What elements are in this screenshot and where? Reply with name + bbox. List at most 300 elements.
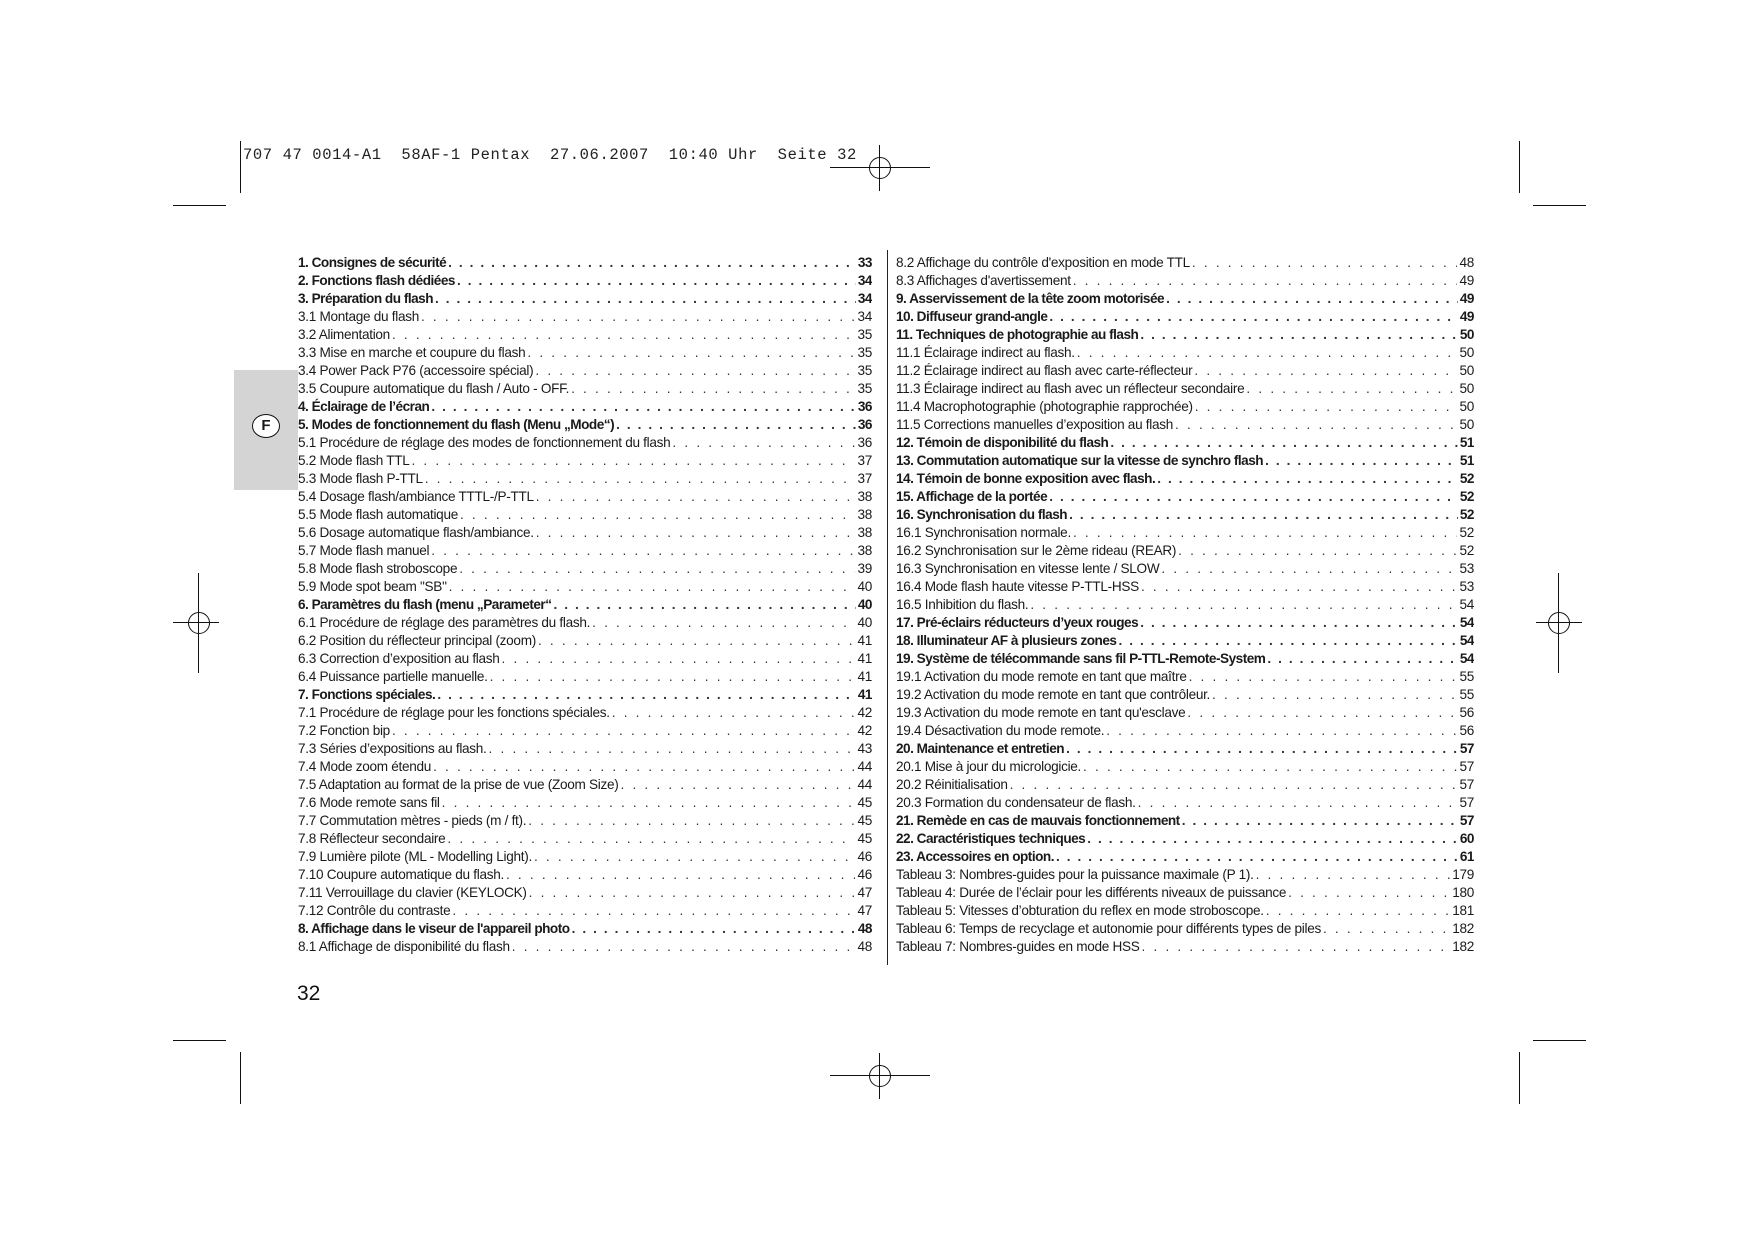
toc-entry-title: 7.5 Adaptation au format de la prise de vue (Zoom Size): [298, 777, 619, 792]
toc-entry: [298, 794, 872, 812]
toc-entry-page: 38: [857, 507, 872, 522]
toc-entry-title: 17. Pré-éclairs réducteurs d’yeux rouges: [896, 615, 1139, 630]
toc-entry-page: 50: [1459, 327, 1474, 342]
toc-entry-page: 54: [1459, 633, 1474, 648]
dot-leader: [554, 596, 856, 614]
toc-entry: [896, 380, 1474, 398]
toc-entry: [298, 416, 872, 434]
toc-entry-title: 8. Affichage dans le viseur de l'appareil photo: [298, 921, 570, 936]
toc-entry-page: 57: [1459, 813, 1474, 828]
toc-entry-title: 23. Accessoires en option.: [896, 849, 1054, 864]
toc-entry-title: 16.2 Synchronisation sur le 2ème rideau (REAR): [896, 543, 1177, 558]
toc-entry-page: 50: [1459, 381, 1474, 396]
toc-entry-page: 57: [1459, 741, 1474, 756]
toc-entry: [896, 830, 1474, 848]
toc-entry-title: 5.9 Mode spot beam "SB": [298, 579, 447, 594]
toc-entry-title: 6.3 Correction d’exposition au flash: [298, 651, 500, 666]
toc-entry: [298, 758, 872, 776]
dot-leader: [1106, 722, 1457, 740]
toc-entry: [298, 380, 872, 398]
toc-entry-page: 45: [857, 831, 872, 846]
dot-leader: [421, 308, 856, 326]
toc-entry-page: 50: [1459, 417, 1474, 432]
toc-entry-page: 46: [857, 867, 872, 882]
dot-leader: [1192, 254, 1458, 272]
dot-leader: [459, 560, 855, 578]
toc-entry-page: 44: [857, 777, 872, 792]
toc-entry-title: 19.1 Activation du mode remote en tant que maître: [896, 669, 1187, 684]
dot-leader: [1267, 650, 1458, 668]
toc-entry-title: 10. Diffuseur grand-angle: [896, 309, 1048, 324]
toc-entry-page: 52: [1459, 489, 1474, 504]
toc-entry-page: 38: [857, 543, 872, 558]
dot-leader: [449, 578, 856, 596]
dot-leader: [1056, 848, 1458, 866]
toc-entry: [896, 902, 1474, 920]
toc-entry: [896, 704, 1474, 722]
toc-entry-page: 35: [857, 327, 872, 342]
crop-mark: [173, 205, 226, 206]
dot-leader: [529, 884, 856, 902]
toc-entry-title: 12. Témoin de disponibilité du flash: [896, 435, 1109, 450]
toc-entry-title: 8.1 Affichage de disponibilité du flash: [298, 939, 510, 954]
dot-leader: [1175, 416, 1457, 434]
toc-entry-title: 7. Fonctions spéciales.: [298, 687, 436, 702]
toc-entry-title: 7.12 Contrôle du contraste: [298, 903, 451, 918]
toc-entry-page: 52: [1459, 543, 1474, 558]
toc-entry: [896, 848, 1474, 866]
crop-mark: [1533, 1040, 1586, 1041]
toc-entry: [298, 488, 872, 506]
toc-entry: [298, 938, 872, 956]
crop-mark: [1533, 205, 1586, 206]
toc-entry-page: 57: [1459, 777, 1474, 792]
toc-entry: [298, 902, 872, 920]
toc-entry-title: 11.3 Éclairage indirect au flash avec un réflecteur secondaire: [896, 381, 1245, 396]
toc-entry-page: 182: [1452, 939, 1474, 954]
toc-entry-title: 7.11 Verrouillage du clavier (KEYLOCK): [298, 885, 527, 900]
toc-entry-title: 3.4 Power Pack P76 (accessoire spécial): [298, 363, 534, 378]
toc-entry: [896, 794, 1474, 812]
dot-leader: [616, 416, 856, 434]
toc-entry: [298, 254, 872, 272]
toc-entry-title: 4. Éclairage de l’écran: [298, 399, 430, 414]
dot-leader: [392, 722, 856, 740]
toc-entry-page: 40: [857, 615, 872, 630]
toc-entry: [298, 866, 872, 884]
toc-entry-title: 20.2 Réinitialisation: [896, 777, 1008, 792]
toc-entry: [896, 740, 1474, 758]
dot-leader: [571, 380, 855, 398]
dot-leader: [448, 254, 856, 272]
toc-entry-page: 35: [857, 345, 872, 360]
toc-entry-title: 5.2 Mode flash TTL: [298, 453, 410, 468]
toc-entry: [896, 254, 1474, 272]
toc-entry-page: 55: [1459, 669, 1474, 684]
toc-entry: [896, 344, 1474, 362]
toc-entry: [896, 776, 1474, 794]
toc-entry: [896, 722, 1474, 740]
toc-entry-page: 35: [857, 363, 872, 378]
toc-entry-title: 11.2 Éclairage indirect au flash avec carte-réflecteur: [896, 363, 1193, 378]
dot-leader: [572, 920, 856, 938]
toc-entry: [298, 884, 872, 902]
toc-entry: [298, 740, 872, 758]
dot-leader: [431, 542, 855, 560]
dot-leader: [1246, 380, 1457, 398]
toc-entry-page: 52: [1459, 507, 1474, 522]
toc-entry-page: 52: [1459, 471, 1474, 486]
toc-entry-page: 45: [857, 795, 872, 810]
toc-entry: [298, 920, 872, 938]
toc-entry-page: 42: [857, 705, 872, 720]
toc-entry-title: 18. Illuminateur AF à plusieurs zones: [896, 633, 1117, 648]
toc-entry: [896, 488, 1474, 506]
toc-entry-title: 19.2 Activation du mode remote en tant que contrôleur.: [896, 687, 1211, 702]
toc-entry: [896, 470, 1474, 488]
dot-leader: [1138, 794, 1458, 812]
dot-leader: [512, 938, 856, 956]
toc-entry: [896, 542, 1474, 560]
dot-leader: [1194, 362, 1457, 380]
toc-entry-page: 44: [857, 759, 872, 774]
dot-leader: [672, 434, 855, 452]
toc-entry-title: 16.4 Mode flash haute vitesse P-TTL-HSS: [896, 579, 1139, 594]
toc-entry: [896, 596, 1474, 614]
toc-entry-page: 48: [857, 921, 872, 936]
toc-entry: [298, 506, 872, 524]
toc-entry-page: 39: [857, 561, 872, 576]
toc-entry: [896, 686, 1474, 704]
dot-leader: [1049, 488, 1458, 506]
dot-leader: [1077, 344, 1458, 362]
toc-entry-page: 41: [857, 669, 872, 684]
toc-entry: [896, 866, 1474, 884]
toc-entry-page: 48: [857, 939, 872, 954]
toc-entry-title: 11.4 Macrophotographie (photographie rapprochée): [896, 399, 1193, 414]
toc-entry-title: 19.4 Désactivation du mode remote.: [896, 723, 1105, 738]
toc-entry: [298, 524, 872, 542]
toc-entry-title: 7.3 Séries d’expositions au flash.: [298, 741, 487, 756]
toc-entry-title: 7.1 Procédure de réglage pour les fonctions spéciales.: [298, 705, 610, 720]
toc-entry: [896, 650, 1474, 668]
toc-entry-page: 61: [1459, 849, 1474, 864]
toc-entry: [896, 398, 1474, 416]
dot-leader: [1140, 326, 1458, 344]
toc-entry-title: 8.3 Affichages d'avertissement: [896, 273, 1071, 288]
toc-entry: [298, 308, 872, 326]
toc-entry: [298, 596, 872, 614]
toc-entry-title: Tableau 4: Durée de l’éclair pour les différents niveaux de puissance: [896, 885, 1287, 900]
toc-entry-page: 34: [857, 273, 872, 288]
toc-entry-page: 49: [1459, 273, 1474, 288]
dot-leader: [437, 686, 856, 704]
toc-entry-page: 36: [857, 435, 872, 450]
toc-entry: [896, 560, 1474, 578]
page-number: 32: [297, 982, 321, 1005]
crop-mark: [240, 141, 241, 193]
crop-mark: [240, 1052, 241, 1104]
toc-entry-title: 6.4 Puissance partielle manuelle.: [298, 669, 488, 684]
dot-leader: [411, 452, 855, 470]
dot-leader: [1187, 704, 1457, 722]
dot-leader: [431, 398, 856, 416]
dot-leader: [1323, 920, 1450, 938]
toc-entry-title: 14. Témoin de bonne exposition avec flash.: [896, 471, 1156, 486]
toc-entry-page: 40: [857, 579, 872, 594]
toc-entry: [298, 704, 872, 722]
toc-entry: [896, 812, 1474, 830]
toc-entry-page: 36: [857, 399, 872, 414]
toc-entry: [298, 434, 872, 452]
dot-leader: [592, 614, 855, 632]
toc-entry: [896, 272, 1474, 290]
dot-leader: [1083, 758, 1457, 776]
toc-entry-page: 33: [857, 255, 872, 270]
dot-leader: [1178, 542, 1457, 560]
toc-entry-title: 5.1 Procédure de réglage des modes de fonctionnement du flash: [298, 435, 671, 450]
dot-leader: [1288, 884, 1450, 902]
toc-entry: [896, 326, 1474, 344]
toc-entry-page: 48: [1459, 255, 1474, 270]
print-slug-line: 707 47 0014-A1 58AF-1 Pentax 27.06.2007 10:40 Uhr Seite 32: [243, 146, 857, 164]
toc-entry-page: 40: [857, 597, 872, 612]
toc-entry-title: 7.6 Mode remote sans fil: [298, 795, 440, 810]
toc-entry-page: 52: [1459, 525, 1474, 540]
toc-entry-page: 53: [1459, 579, 1474, 594]
dot-leader: [489, 740, 856, 758]
toc-entry: [896, 938, 1474, 956]
dot-leader: [1066, 740, 1458, 758]
toc-entry: [896, 290, 1474, 308]
toc-entry: [896, 524, 1474, 542]
toc-entry-page: 57: [1459, 759, 1474, 774]
toc-entry-title: 16. Synchronisation du flash: [896, 507, 1068, 522]
toc-entry: [298, 272, 872, 290]
toc-entry: [896, 416, 1474, 434]
dot-leader: [1141, 578, 1458, 596]
dot-leader: [1118, 632, 1457, 650]
toc-entry-page: 54: [1459, 615, 1474, 630]
toc-entry-page: 180: [1452, 885, 1474, 900]
toc-entry-title: 22. Caractéristiques techniques: [896, 831, 1086, 846]
toc-entry: [298, 812, 872, 830]
toc-entry-title: 21. Remède en cas de mauvais fonctionnement: [896, 813, 1180, 828]
toc-entry: [896, 668, 1474, 686]
toc-entry-title: Tableau 7: Nombres-guides en mode HSS: [896, 939, 1140, 954]
toc-entry-title: 16.3 Synchronisation en vitesse lente / SLOW: [896, 561, 1160, 576]
toc-entry: [896, 614, 1474, 632]
toc-entry-page: 36: [857, 417, 872, 432]
toc-entry: [896, 452, 1474, 470]
dot-leader: [1265, 452, 1458, 470]
toc-entry-title: 2. Fonctions flash dédiées: [298, 273, 455, 288]
toc-entry-title: 3.3 Mise en marche et coupure du flash: [298, 345, 526, 360]
toc-entry-title: 3.5 Coupure automatique du flash / Auto - OFF.: [298, 381, 570, 396]
toc-entry-title: 7.8 Réflecteur secondaire: [298, 831, 446, 846]
dot-leader: [612, 704, 856, 722]
toc-right-column: [896, 254, 1474, 956]
dot-leader: [1030, 596, 1457, 614]
toc-entry: [298, 830, 872, 848]
toc-entry: [896, 308, 1474, 326]
toc-entry-title: 5.6 Dosage automatique flash/ambiance.: [298, 525, 534, 540]
dot-leader: [1010, 776, 1458, 794]
toc-entry: [896, 362, 1474, 380]
toc-entry-page: 49: [1459, 291, 1474, 306]
dot-leader: [1166, 290, 1458, 308]
toc-entry-page: 41: [857, 633, 872, 648]
toc-entry-title: 15. Affichage de la portée: [896, 489, 1048, 504]
toc-entry-page: 41: [857, 687, 872, 702]
toc-entry-page: 56: [1459, 705, 1474, 720]
toc-entry-page: 181: [1452, 903, 1474, 918]
toc-entry-page: 43: [857, 741, 872, 756]
toc-entry-title: 7.2 Fonction bip: [298, 723, 390, 738]
toc-entry-title: 16.1 Synchronisation normale.: [896, 525, 1071, 540]
dot-leader: [433, 758, 855, 776]
dot-leader: [1110, 434, 1458, 452]
toc-entry-title: 7.9 Lumière pilote (ML - Modelling Light).: [298, 849, 532, 864]
toc-entry-title: 20.1 Mise à jour du micrologicie.: [896, 759, 1082, 774]
crop-mark: [173, 1040, 226, 1041]
dot-leader: [442, 794, 856, 812]
toc-entry-title: 3.1 Montage du flash: [298, 309, 419, 324]
dot-leader: [534, 848, 856, 866]
toc-entry-title: 6.2 Position du réflecteur principal (zoom): [298, 633, 536, 648]
toc-entry: [298, 560, 872, 578]
dot-leader: [1195, 398, 1458, 416]
toc-entry: [298, 452, 872, 470]
dot-leader: [536, 488, 856, 506]
toc-entry-title: 5.7 Mode flash manuel: [298, 543, 430, 558]
dot-leader: [528, 812, 855, 830]
toc-entry-title: 3. Préparation du flash: [298, 291, 434, 306]
toc-entry-title: 11.5 Corrections manuelles d’exposition au flash: [896, 417, 1174, 432]
toc-entry-title: 7.10 Coupure automatique du flash.: [298, 867, 504, 882]
toc-entry-title: 8.2 Affichage du contrôle d'exposition en mode TTL: [896, 255, 1190, 270]
toc-entry-page: 47: [857, 885, 872, 900]
dot-leader: [1266, 902, 1450, 920]
dot-leader: [1073, 272, 1458, 290]
toc-entry: [298, 776, 872, 794]
dot-leader: [536, 524, 856, 542]
dot-leader: [425, 470, 856, 488]
toc-entry: [896, 506, 1474, 524]
dot-leader: [1142, 938, 1451, 956]
language-badge: F: [252, 414, 280, 438]
dot-leader: [460, 506, 856, 524]
toc-entry-page: 49: [1459, 309, 1474, 324]
crop-mark: [1519, 141, 1520, 193]
toc-entry-title: 5. Modes de fonctionnement du flash (Menu „Mode“): [298, 417, 615, 432]
toc-left-column: [298, 254, 872, 956]
toc-entry-title: 3.2 Alimentation: [298, 327, 390, 342]
crop-mark: [1519, 1052, 1520, 1104]
dot-leader: [392, 326, 856, 344]
dot-leader: [1161, 560, 1457, 578]
dot-leader: [1189, 668, 1458, 686]
toc-entry-title: 5.5 Mode flash automatique: [298, 507, 458, 522]
toc-entry: [298, 290, 872, 308]
toc-entry-title: 1. Consignes de sécurité: [298, 255, 447, 270]
toc-entry-title: 5.3 Mode flash P-TTL: [298, 471, 423, 486]
toc-entry: [298, 632, 872, 650]
toc-entry-title: 19.3 Activation du mode remote en tant qu'esclave: [896, 705, 1186, 720]
toc-entry: [298, 470, 872, 488]
dot-leader: [452, 902, 855, 920]
toc-entry-title: 5.8 Mode flash stroboscope: [298, 561, 458, 576]
dot-leader: [535, 362, 855, 380]
dot-leader: [1256, 866, 1451, 884]
toc-entry-page: 50: [1459, 399, 1474, 414]
toc-entry: [298, 578, 872, 596]
toc-entry: [896, 884, 1474, 902]
dot-leader: [1212, 686, 1457, 704]
toc-entry: [298, 686, 872, 704]
dot-leader: [1087, 830, 1458, 848]
toc-entry-title: 11. Techniques de photographie au flash: [896, 327, 1139, 342]
toc-entry-page: 54: [1459, 651, 1474, 666]
toc-entry-title: 16.5 Inhibition du flash.: [896, 597, 1029, 612]
column-divider: [887, 250, 888, 965]
toc-entry-page: 50: [1459, 363, 1474, 378]
dot-leader: [506, 866, 856, 884]
toc-entry-page: 45: [857, 813, 872, 828]
toc-entry-title: 6.1 Procédure de réglage des paramètres du flash.: [298, 615, 591, 630]
toc-entry-page: 38: [857, 525, 872, 540]
dot-leader: [435, 290, 856, 308]
dot-leader: [1182, 812, 1458, 830]
toc-entry-page: 55: [1459, 687, 1474, 702]
toc-entry: [298, 614, 872, 632]
toc-entry-page: 37: [857, 471, 872, 486]
toc-entry-title: 6. Paramètres du flash (menu „Parameter“: [298, 597, 552, 612]
toc-entry-page: 50: [1459, 345, 1474, 360]
dot-leader: [538, 632, 856, 650]
toc-entry: [298, 668, 872, 686]
toc-entry-page: 53: [1459, 561, 1474, 576]
toc-entry-title: Tableau 6: Temps de recyclage et autonomie pour différents types de piles: [896, 921, 1321, 936]
dot-leader: [621, 776, 856, 794]
toc-entry-page: 56: [1459, 723, 1474, 738]
toc-entry-page: 182: [1452, 921, 1474, 936]
toc-entry: [298, 362, 872, 380]
toc-entry: [896, 578, 1474, 596]
toc-entry-title: 5.4 Dosage flash/ambiance TTTL-/P-TTL: [298, 489, 534, 504]
dot-leader: [1069, 506, 1458, 524]
toc-entry-title: 9. Asservissement de la tête zoom motorisée: [896, 291, 1165, 306]
toc-entry: [298, 344, 872, 362]
dot-leader: [1073, 524, 1458, 542]
dot-leader: [1140, 614, 1458, 632]
toc-entry-page: 34: [857, 291, 872, 306]
toc-entry: [896, 920, 1474, 938]
toc-entry: [298, 650, 872, 668]
toc-entry: [298, 848, 872, 866]
toc-entry-page: 46: [857, 849, 872, 864]
dot-leader: [1157, 470, 1458, 488]
toc-entry-title: 11.1 Éclairage indirect au flash.: [896, 345, 1075, 360]
toc-entry: [298, 398, 872, 416]
dot-leader: [490, 668, 856, 686]
toc-entry-page: 51: [1459, 453, 1474, 468]
toc-entry-page: 34: [857, 309, 872, 324]
toc-entry: [896, 758, 1474, 776]
dot-leader: [502, 650, 856, 668]
toc-entry: [298, 326, 872, 344]
toc-entry: [298, 722, 872, 740]
